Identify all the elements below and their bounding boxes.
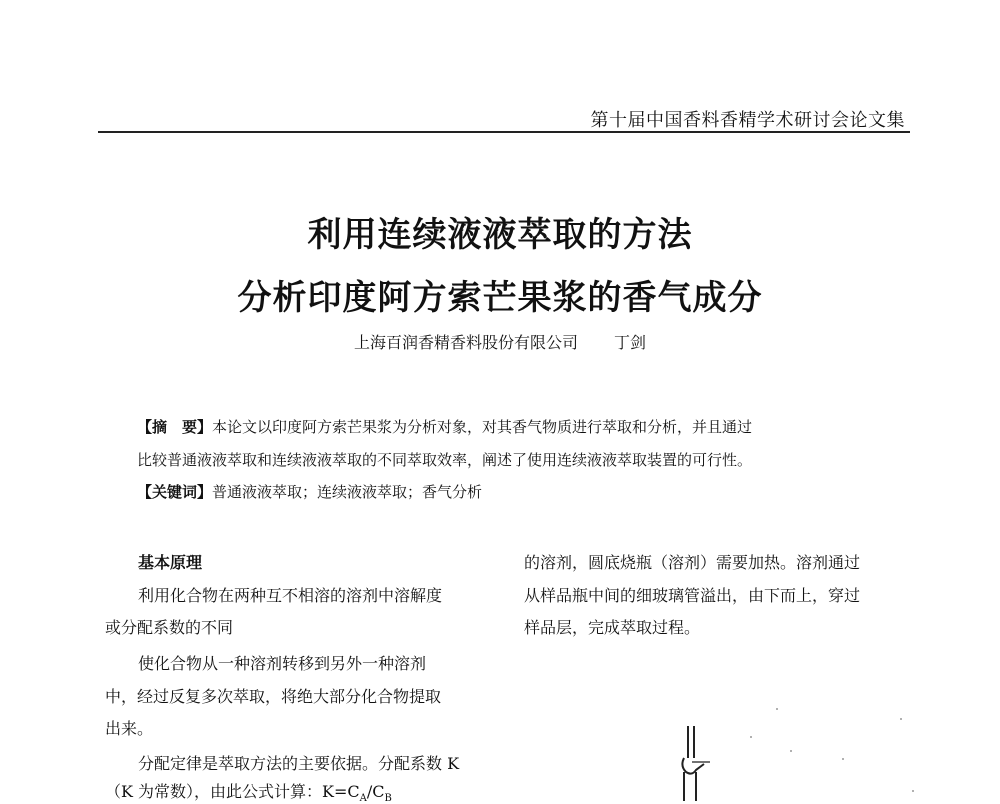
scan-speck — [912, 790, 914, 792]
body-line: 样品层，完成萃取过程。 — [524, 618, 701, 637]
abstract-text-1: 本论文以印度阿方索芒果浆为分析对象，对其香气物质进行萃取和分析，并且通过 — [212, 418, 753, 436]
affiliation: 上海百润香精香料股份有限公司 — [353, 333, 578, 352]
title-line-2: 分析印度阿方索芒果浆的香气成分 — [237, 278, 763, 318]
scan-speck — [750, 736, 752, 738]
author-name: 丁剑 — [614, 333, 647, 352]
scan-speck — [900, 718, 902, 720]
body-line: 的溶剂，圆底烧瓶（溶剂）需要加热。溶剂通过 — [524, 553, 861, 572]
header-rule — [98, 131, 910, 133]
body-line: 或分配系数的不同 — [105, 618, 234, 637]
body-line: 中，经过反复多次萃取，将绝大部分化合物提取 — [105, 687, 442, 706]
scan-speck — [842, 758, 844, 760]
apparatus-tube — [688, 726, 694, 758]
formula-line — [105, 779, 392, 804]
abstract-label: 【摘 要】 — [137, 418, 213, 436]
apparatus-body — [684, 772, 696, 801]
abstract-line-2: 比较普通液液萃取和连续液液萃取的不同萃取效率，阐述了使用连续液液萃取装置的可行性。 — [137, 451, 753, 469]
scan-speck — [790, 750, 792, 752]
body-line: 出来。 — [105, 719, 154, 738]
body-line: 使化合物从一种溶剂转移到另外一种溶剂 — [138, 654, 427, 673]
formula-sub-b: B — [384, 793, 392, 804]
body-line: 分配定律是萃取方法的主要依据。分配系数 K — [138, 754, 460, 773]
extraction-apparatus-figure — [670, 718, 730, 801]
formula-mid: /C — [366, 782, 385, 801]
formula-text: （K 为常数），由此公式计算：K=C — [105, 782, 360, 801]
abstract-line-1 — [137, 416, 752, 437]
section-heading: 基本原理 — [138, 553, 203, 572]
scan-speck — [776, 708, 778, 710]
byline — [0, 330, 1000, 353]
formula-sub-a: A — [359, 793, 367, 804]
keywords-label: 【关键词】 — [137, 483, 213, 501]
body-line: 从样品瓶中间的细玻璃管溢出，由下而上，穿过 — [524, 586, 861, 605]
title-line-1: 利用连续液液萃取的方法 — [307, 215, 693, 255]
running-header: 第十届中国香料香精学术研讨会论文集 — [590, 110, 905, 131]
keywords-text: 普通液液萃取；连续液液萃取；香气分析 — [212, 483, 483, 501]
body-line: 利用化合物在两种互不相溶的溶剂中溶解度 — [138, 586, 443, 605]
apparatus-joint — [682, 758, 704, 774]
keywords-line — [137, 481, 482, 502]
